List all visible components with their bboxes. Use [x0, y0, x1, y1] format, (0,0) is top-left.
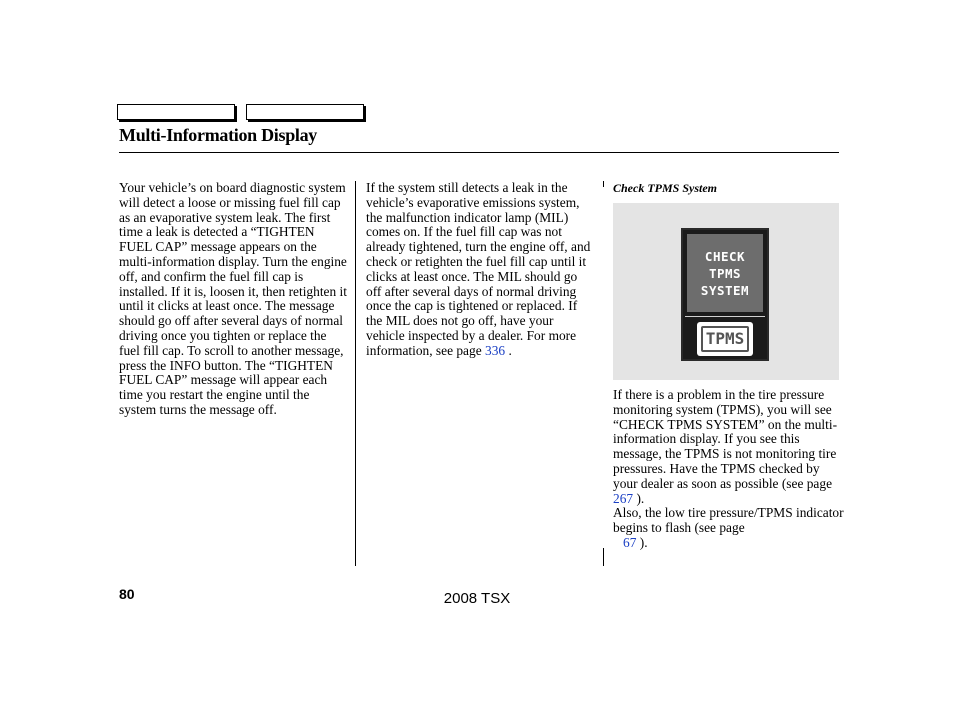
column-divider-2 [603, 181, 604, 187]
multi-info-display-image [681, 228, 769, 361]
col2-end: . [505, 342, 512, 358]
nav-next-button[interactable] [246, 104, 364, 120]
footer-model: 2008 TSX [443, 590, 511, 607]
col1-paragraph: Your vehicle’s on board diagnostic system will detect a loose or missing fuel fill cap as an evaporative system leak. The first time a leak is detected a “TIGHTEN FUEL CAP” message appears on the multi-information display. Turn the engine off, and confirm the fuel fill cap is installed. If it is, loosen it, then retighten it until it clicks at least once. The message should go off after several days of normal driving once you tighten or replace the fuel fill cap. To scroll to another message, press the INFO button. The “TIGHTEN FUEL CAP” message will appear each time you restart the engine until the system turns the message off. [119, 180, 347, 417]
display-line-3: SYSTEM [700, 282, 750, 298]
column-2 [366, 181, 592, 359]
column-1 [119, 181, 347, 418]
page-link-267[interactable]: 267 [613, 490, 634, 506]
display-line-1: CHECK [704, 248, 746, 264]
col3-text-2: Also, the low tire pressure/TPMS indicator begins to flash (see page [613, 505, 844, 536]
tpms-indicator-icon [697, 322, 753, 356]
display-line-2: TPMS [708, 265, 742, 281]
column-divider-1 [355, 181, 356, 566]
tpms-indicator-label: TPMS [701, 326, 750, 352]
col3-end-1: ). [633, 490, 645, 506]
column-3 [613, 388, 845, 551]
display-screen [687, 234, 763, 312]
col3-paragraph-2 [613, 506, 845, 550]
page-link-67[interactable]: 67 [623, 534, 637, 550]
page-number: 80 [119, 586, 135, 602]
nav-previous-button[interactable] [117, 104, 235, 120]
title-rule [119, 152, 839, 153]
col2-text: If the system still detects a leak in the vehicle’s evaporative emissions system, the malfunction indicator lamp (MIL) comes on. If the fuel fill cap was not already tightened, turn the engine off, and check or retighten the fuel fill cap until it clicks at least once. The MIL should go off after several days of normal driving once the cap is tightened or replaced. If the MIL does not go off, have your vehicle inspected by a dealer. For more information, see page [366, 180, 591, 358]
col2-paragraph [366, 181, 592, 359]
col3-text-1: If there is a problem in the tire pressure monitoring system (TPMS), you will see “CHECK TPMS SYSTEM” on the multi-information display. If you see this message, the TPMS is not monitoring tire pressures. Have the TPMS checked by your dealer as soon as possible (see page [613, 387, 838, 491]
display-separator [685, 316, 765, 317]
page-link-336[interactable]: 336 [485, 342, 506, 358]
col3-paragraph-1 [613, 388, 845, 506]
page-title: Multi-Information Display [119, 125, 318, 145]
figure-caption: Check TPMS System [613, 181, 717, 195]
column-divider-3 [603, 548, 604, 566]
col3-end-2: ). [636, 534, 648, 550]
